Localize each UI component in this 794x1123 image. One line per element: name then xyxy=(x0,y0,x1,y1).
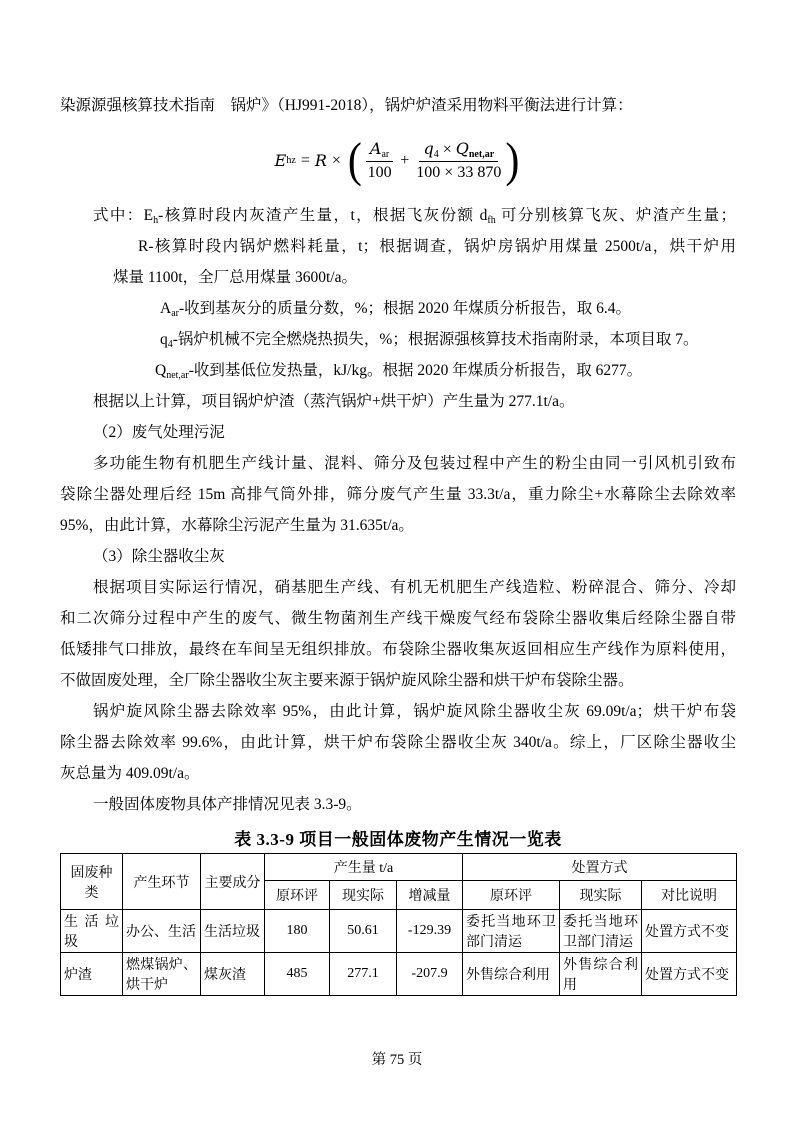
formula-q-sub: 4 xyxy=(433,149,439,160)
text-line: 一般固体废物具体产排情况见表 3.3-9。 xyxy=(93,796,362,813)
formula-R: R xyxy=(314,151,327,170)
cell-generation-stage: 办公、生活 xyxy=(123,910,201,953)
fraction-1-denominator: 100 xyxy=(367,164,392,181)
open-paren: ( xyxy=(347,134,362,187)
formula-A: A xyxy=(369,139,382,158)
subheader-comparison: 对比说明 xyxy=(642,881,737,910)
text-line: 根据项目实际运行情况，硝基肥生产线、有机无机肥生产线造粒、粉碎混合、筛分、冷却 xyxy=(93,579,736,596)
header-main-component: 主要成分 xyxy=(201,854,265,910)
text-line: （2）废气处理污泥 xyxy=(93,424,225,441)
formula-q: q xyxy=(423,139,434,158)
text-line: 多功能生物有机肥生产线计量、混料、筛分及包装过程中产生的粉尘由同一引风机引致布 xyxy=(93,455,736,472)
text-line: 不做固废处理，全厂除尘器收尘灰主要来源于锅炉旋风除尘器和烘干炉布袋除尘器。 xyxy=(60,672,634,689)
text-line: R-核算时段内锅炉燃料耗量，t；根据调查，锅炉房锅炉用煤量 2500t/a，烘干炉用 xyxy=(138,238,736,255)
cell-comparison: 处置方式不变 xyxy=(642,910,737,953)
text-line: $Q_{net,ar}-$收到基低位发热量，kJ/kg。根据 2020 年煤质分析报告，取 6277。 xyxy=(155,362,643,381)
cell-disposal-actual: 外售综合利用 xyxy=(560,953,642,996)
formula-times: × xyxy=(331,151,341,169)
cell-change: -207.9 xyxy=(397,953,463,996)
text-line: 根据以上计算，项目锅炉炉渣（蒸汽锅炉+烘干炉）产生量为 277.1t/a。 xyxy=(93,393,575,410)
cell-original-eia: 485 xyxy=(265,953,330,996)
subheader-disposal-actual: 现实际 xyxy=(560,881,642,910)
formula-lhs: E xyxy=(274,151,287,170)
text-line: 煤量 1100t，全厂总用煤量 3600t/a。 xyxy=(113,269,357,286)
fraction-2 xyxy=(416,139,501,182)
fraction-2-times: × xyxy=(442,141,452,158)
text-line: $A_{ar}-$收到基灰分的质量分数，%；根据 2020 年煤质分析报告，取 6.4。 xyxy=(160,300,632,319)
cell-disposal-original: 委托当地环卫部门清运 xyxy=(463,910,560,953)
cell-original-eia: 180 xyxy=(265,910,330,953)
cell-main-component: 煤灰渣 xyxy=(201,953,265,996)
text-line: 锅炉旋风除尘器去除效率 95%，由此计算，锅炉旋风除尘器收尘灰 69.09t/a；烘干炉布袋 xyxy=(93,703,736,720)
table-title: 表 3.3-9 项目一般固体废物产生情况一览表 xyxy=(234,830,562,849)
close-paren: ) xyxy=(505,134,520,187)
cell-actual: 277.1 xyxy=(330,953,397,996)
header-waste-type: 固废种类 xyxy=(61,854,123,910)
subheader-original-eia: 原环评 xyxy=(265,881,330,910)
text-line: 式中：$E_h-$核算时段内灰渣产生量，t，根据飞灰份额 $d_{fh}$ 可分别核算飞灰、炉渣产生量； xyxy=(93,207,736,226)
formula-Q: Q xyxy=(455,139,469,158)
header-group-disposal: 处置方式 xyxy=(463,854,737,881)
table-row xyxy=(61,910,737,953)
text-line: 除尘器去除效率 99.6%，由此计算，烘干炉布袋除尘器收尘灰 340t/a。综上，厂区除尘器收尘 xyxy=(60,734,736,751)
cell-waste-type: 生活垃圾 xyxy=(61,910,123,953)
text-line: 袋除尘器处理后经 15m 高排气筒外排，筛分废气产生量 33.3t/a，重力除尘+水幕除尘去除效率 xyxy=(60,486,736,503)
slag-formula: E hz = R × ( $\frac{A_{ar}}{100}$ + $\frac{q_4 \times Q_{net,ar}}{100 \times 33 870}$ ) xyxy=(274,134,520,187)
cell-disposal-actual: 委托当地环卫部门清运 xyxy=(560,910,642,953)
text-line: （3）除尘器收尘灰 xyxy=(93,548,225,565)
text-line: 灰总量为 409.09t/a。 xyxy=(60,765,200,782)
solid-waste-table xyxy=(60,853,737,996)
text-line: $q_4-$锅炉机械不完全燃烧热损失，%；根据源强核算技术指南附录，本项目取 7。 xyxy=(160,331,699,350)
cell-comparison: 处置方式不变 xyxy=(642,953,737,996)
formula-plus: + xyxy=(400,151,410,169)
cell-waste-type: 炉渣 xyxy=(61,953,123,996)
text-line: 低矮排气口排放，最终在车间呈无组织排放。布袋除尘器收集灰返回相应生产线作为原料使用， xyxy=(60,641,736,658)
formula-A-sub: ar xyxy=(381,149,390,160)
fraction-2-denominator: 100 × 33 870 xyxy=(416,164,502,181)
table-row xyxy=(61,953,737,996)
cell-disposal-original: 外售综合利用 xyxy=(463,953,560,996)
page-number: 第 75 页 xyxy=(371,1052,423,1068)
document-body xyxy=(60,200,736,820)
formula-Q-sub: net,ar xyxy=(468,149,495,160)
cell-generation-stage: 燃煤锅炉、烘干炉 xyxy=(123,953,201,996)
page-content xyxy=(60,90,736,996)
header-group-output: 产生量 t/a xyxy=(265,854,463,881)
cell-actual: 50.61 xyxy=(330,910,397,953)
cell-change: -129.39 xyxy=(397,910,463,953)
fraction-1 xyxy=(366,139,393,182)
formula-equals: = xyxy=(300,151,310,169)
cell-main-component: 生活垃圾 xyxy=(201,910,265,953)
text-line: 和二次筛分过程中产生的废气、微生物菌剂生产线干燥废气经布袋除尘器收集后经除尘器自带 xyxy=(60,610,736,627)
intro-line: 染源源强核算技术指南 锅炉》（HJ991-2018），锅炉炉渣采用物料平衡法进行计算： xyxy=(60,97,633,114)
header-generation-stage: 产生环节 xyxy=(123,854,201,910)
subheader-change: 增减量 xyxy=(397,881,463,910)
text-line: 95%，由此计算，水幕除尘污泥产生量为 31.635t/a。 xyxy=(60,517,414,534)
subheader-actual: 现实际 xyxy=(330,881,397,910)
subheader-disposal-original: 原环评 xyxy=(463,881,560,910)
